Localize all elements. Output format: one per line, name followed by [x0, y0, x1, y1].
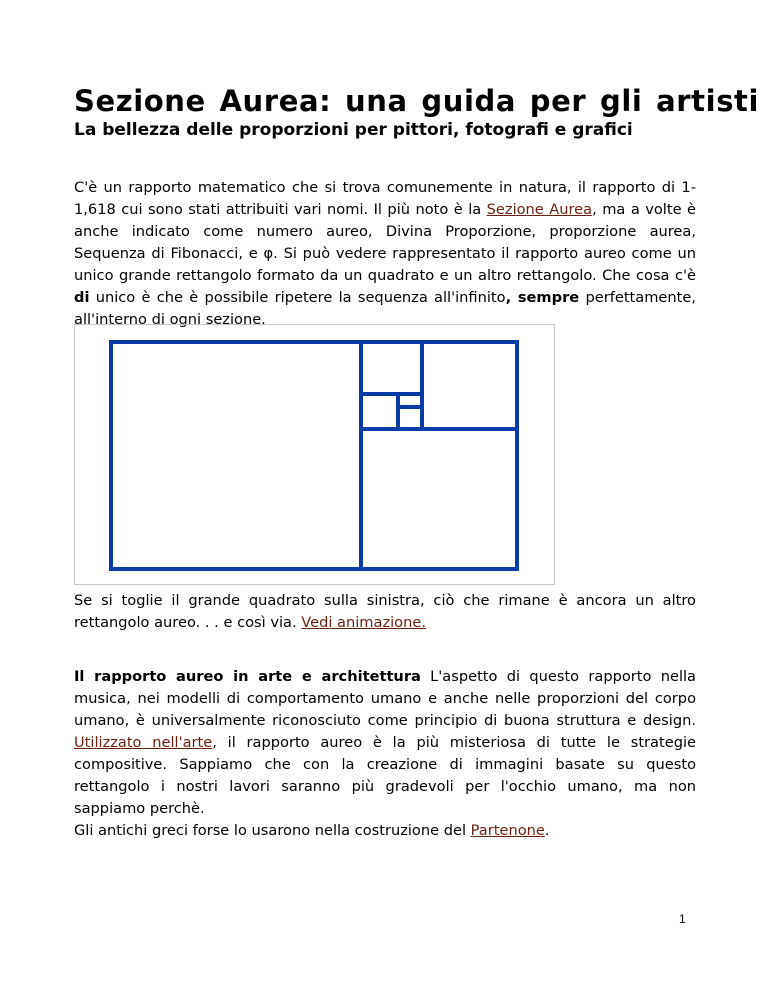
section-heading: Il rapporto aureo in arte e architettura — [74, 668, 421, 685]
intro-bold-di: di — [74, 289, 90, 306]
link-vedi-animazione[interactable]: Vedi animazione. — [301, 614, 426, 631]
document-title: Sezione Aurea: una guida per gli artisti — [74, 84, 760, 118]
golden-ratio-figure — [74, 324, 555, 585]
link-partenone[interactable]: Partenone — [470, 822, 545, 839]
section-text-1: L'aspetto di questo rapporto nella musica, nei modelli di comportamento umano e anche nelle proporzioni del corpo umano, è universalmente riconosciuto come principio di buona struttura e design. — [74, 668, 696, 729]
caption-text: Se si toglie il grande quadrato sulla sinistra, ciò che rimane è ancora un altro rettangolo aureo. . . e così via. — [74, 592, 696, 631]
section-line-2: Gli antichi greci forse lo usarono nella costruzione del — [74, 822, 471, 839]
intro-text-1: C'è un rapporto matematico che si trova comunemente in natura, il rapporto di 1-1,618 cui sono stati attribuiti vari nomi. Il più noto è la — [74, 179, 696, 218]
intro-text-2: , ma a volte è anche indicato come numero aureo, Divina Proporzione, proporzione aurea, Sequenza di Fibonacci, e φ. Si può vedere rappresentato il rapporto aureo come un unico grande rettangolo formato da un quadrato e un altro rettangolo. Che cosa c'è — [74, 201, 696, 284]
outer-golden-rectangle — [111, 342, 517, 569]
section-text-2: , il rapporto aureo è la più misteriosa di tutte le strategie compositive. Sappiamo che con la creazione di immagini basate su questo rettangolo i nostri lavori saranno più gradevoli per l'occhio umano, ma non sappiamo perchè. — [74, 734, 696, 817]
figure-caption — [74, 590, 696, 634]
link-utilizzato-nell-arte[interactable]: Utilizzato nell'arte — [74, 734, 213, 751]
link-sezione-aurea[interactable]: Sezione Aurea — [486, 201, 593, 218]
intro-text-3: unico è che è possibile ripetere la sequenza all'infinito — [89, 289, 506, 306]
art-section-paragraph — [74, 666, 696, 842]
golden-rectangle-diagram — [75, 325, 556, 586]
document-subtitle: La bellezza delle proporzioni per pittori, fotografi e grafici — [74, 120, 633, 140]
intro-text-4: perfettamente, all'interno di ogni sezione. — [74, 289, 696, 328]
section-line-2-end: . — [544, 822, 550, 839]
page-number: 1 — [679, 912, 686, 926]
intro-bold-sempre: , sempre — [505, 289, 580, 306]
intro-paragraph — [74, 177, 696, 331]
